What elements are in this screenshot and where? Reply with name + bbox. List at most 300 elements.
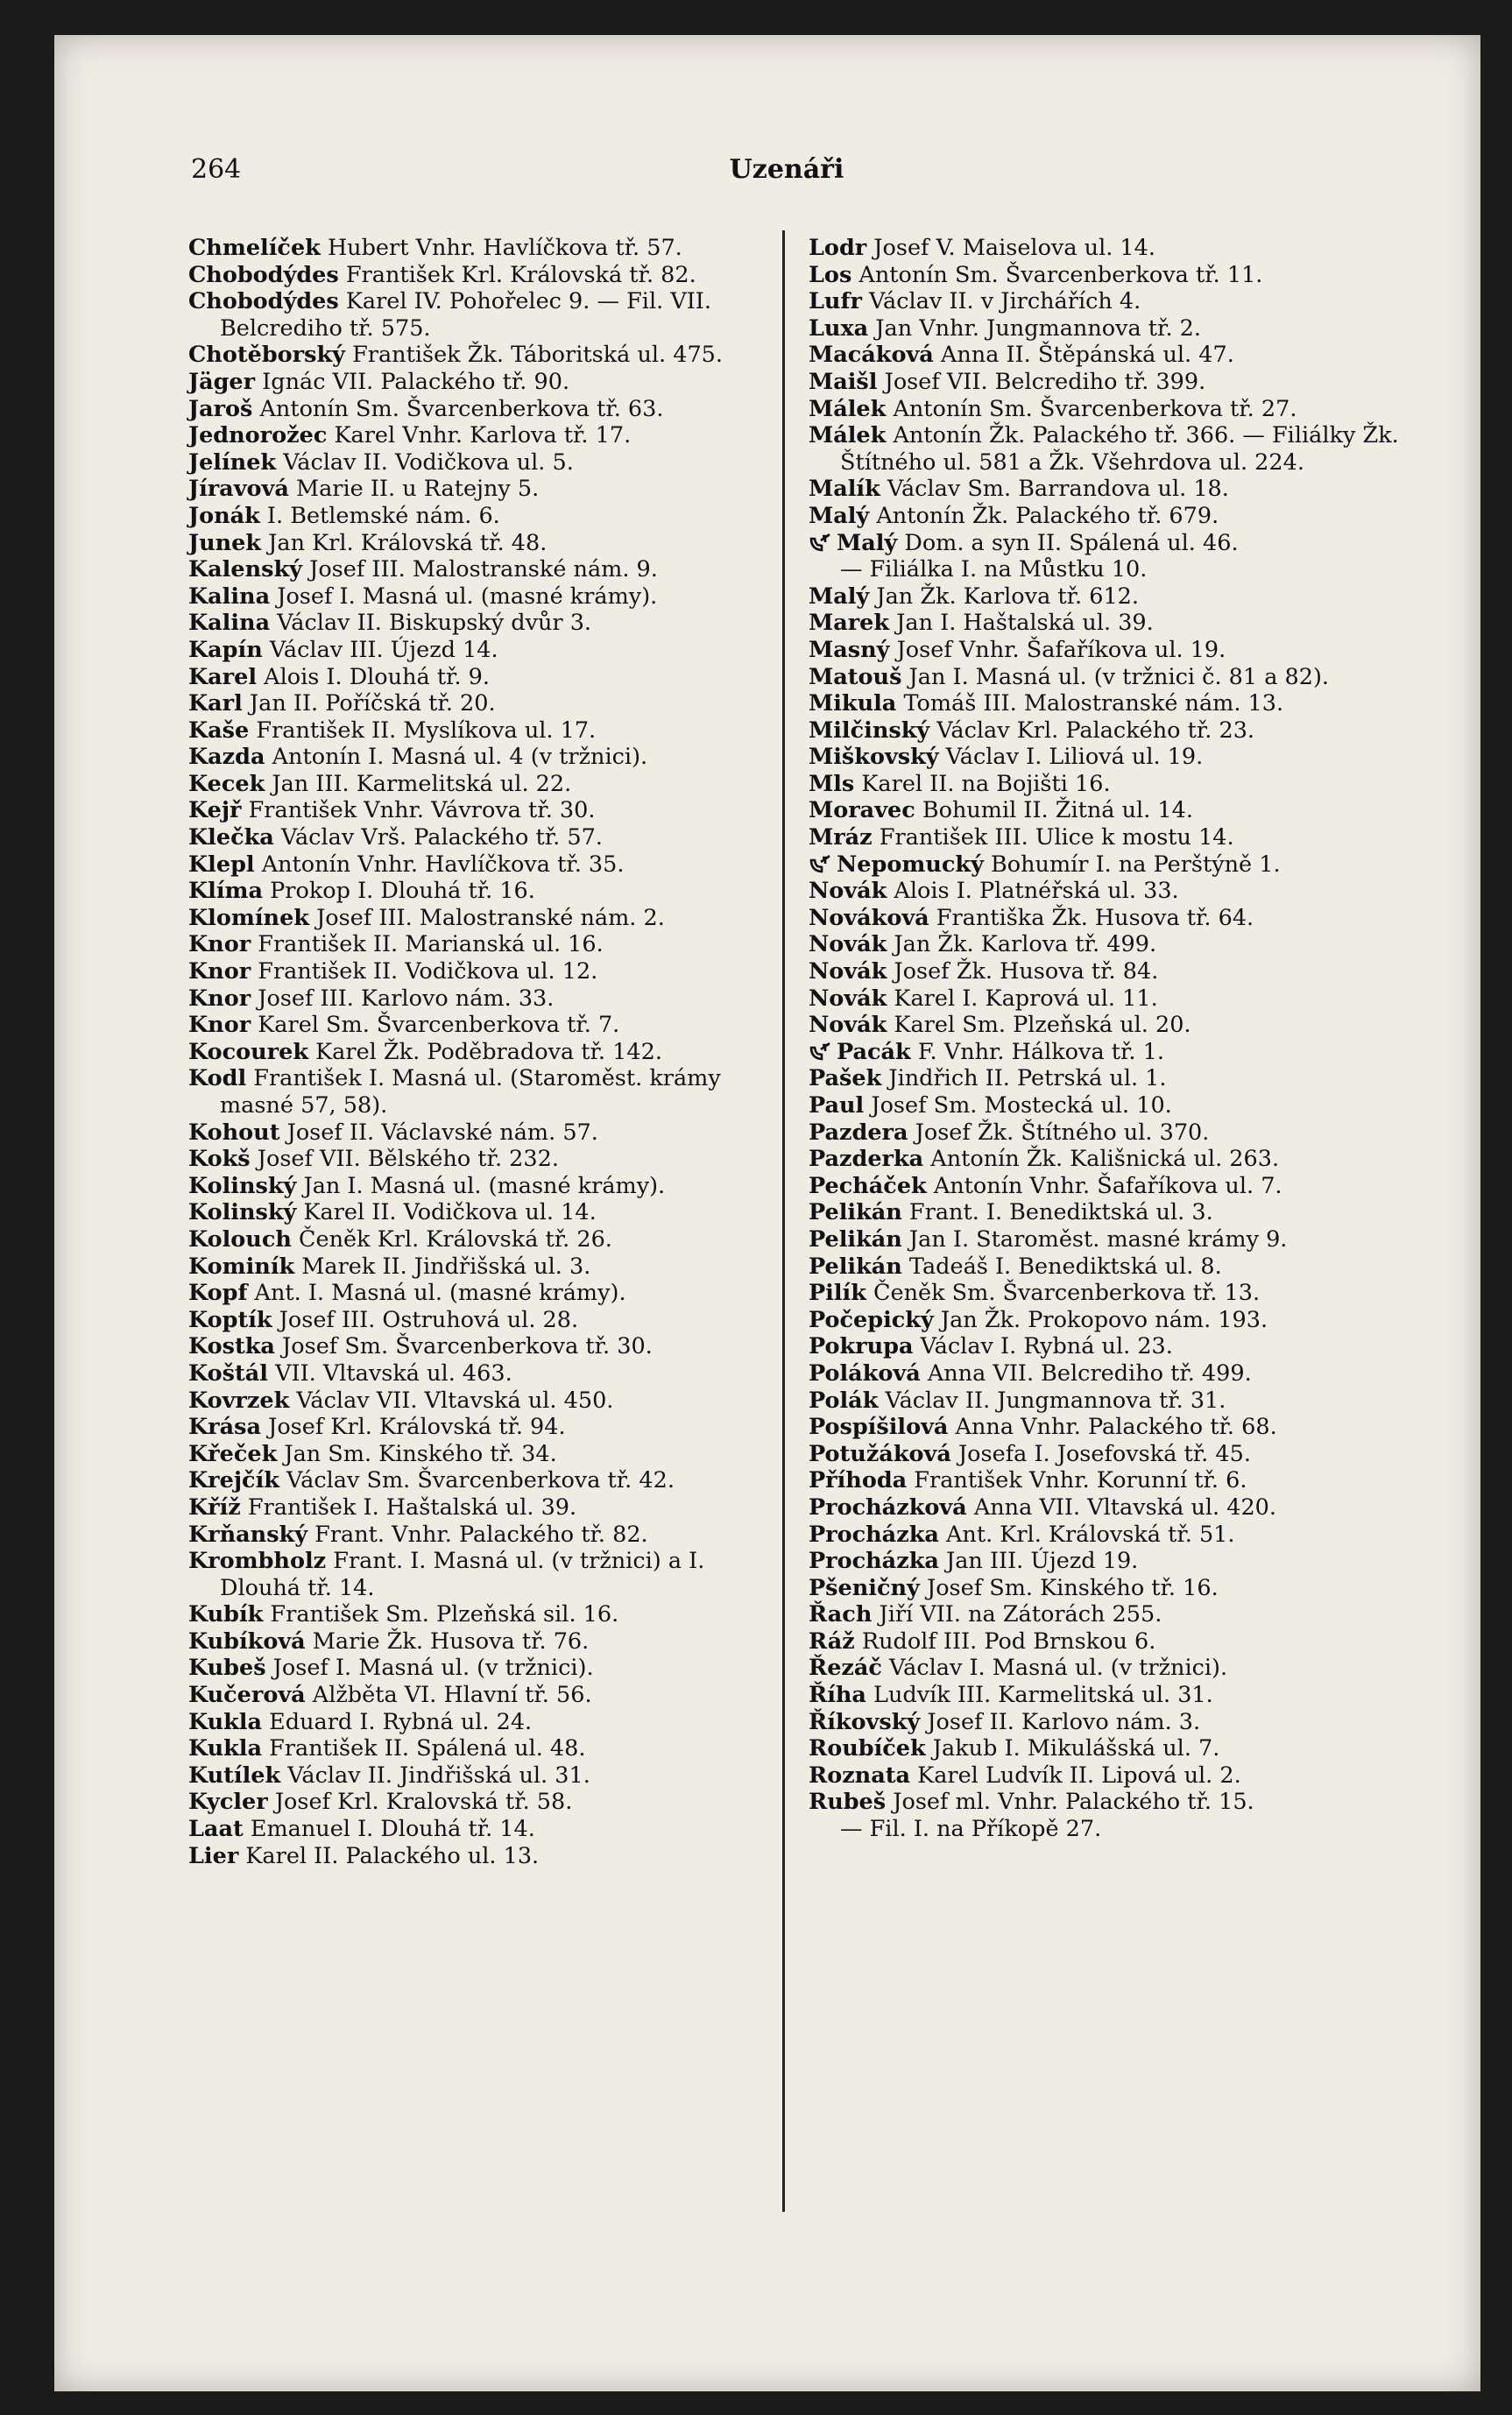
entry-details: Josef ml. Vnhr. Palackého tř. 15. (886, 1789, 1254, 1816)
entry-surname: Knor (188, 931, 251, 958)
entry-surname: Pospíšilová (809, 1414, 949, 1441)
entry-surname: Nováková (809, 904, 929, 931)
directory-entry (809, 1735, 1413, 1762)
directory-entry (188, 1039, 767, 1066)
entry-details: Jiří VII. na Zátorách 255. (872, 1601, 1162, 1628)
entry-details: Anna VII. Vltavská ul. 420. (966, 1493, 1277, 1521)
entry-surname: Kolinský (188, 1172, 297, 1199)
entry-details: Václav Sm. Švarcenberkova tř. 42. (279, 1467, 675, 1494)
entry-details: Františka Žk. Husova tř. 64. (929, 904, 1254, 931)
entry-surname: Kubíková (188, 1628, 306, 1655)
directory-entry (188, 1709, 767, 1736)
left-column (188, 235, 767, 1869)
right-column (809, 235, 1413, 1843)
entry-surname: Macáková (809, 342, 934, 369)
entry-surname: Kalina (188, 583, 271, 610)
entry-details: Josef VII. Belcrediho tř. 399. (877, 368, 1206, 395)
directory-entry (809, 1146, 1413, 1173)
entry-surname: Kutílek (188, 1762, 281, 1789)
entry-details: Josef Žk. Štítného ul. 370. (908, 1119, 1210, 1146)
entry-surname: Marek (809, 610, 890, 637)
entry-surname: Procházka (809, 1548, 939, 1575)
entry-details: František Vnhr. Vávrova tř. 30. (241, 797, 596, 824)
directory-entry (188, 637, 767, 664)
directory-entry (809, 1119, 1413, 1147)
directory-entry (809, 1388, 1413, 1415)
directory-entry (188, 1441, 767, 1468)
entry-details: Jan Krl. Královská tř. 48. (261, 529, 548, 556)
directory-entry (188, 503, 767, 530)
entry-surname: Knor (188, 958, 251, 985)
directory-entry (188, 1360, 767, 1388)
entry-surname: Chmelíček (188, 235, 321, 261)
entry-details: Josef III. Malostranské nám. 9. (301, 556, 658, 583)
entry-details: Václav III. Újezd 14. (262, 636, 498, 663)
directory-entry (809, 1441, 1413, 1468)
directory-entry (188, 235, 767, 262)
entry-surname: Laat (188, 1816, 244, 1843)
entry-details: Marie Žk. Husova tř. 76. (305, 1628, 590, 1655)
entry-details: Jan I. Staroměst. masné krámy 9. (901, 1225, 1288, 1253)
directory-entry (188, 556, 767, 583)
entry-details: Josef Sm. Kinského tř. 16. (919, 1574, 1219, 1601)
entry-details: Václav Vrš. Palackého tř. 57. (273, 824, 603, 851)
directory-entry (809, 717, 1413, 745)
directory-entry (809, 1601, 1413, 1628)
entry-details: Karel Sm. Plzeňská ul. 20. (887, 1012, 1191, 1039)
directory-entry (809, 476, 1413, 503)
entry-details: Václav Sm. Barrandova ul. 18. (880, 476, 1229, 503)
directory-entry (809, 1280, 1413, 1307)
entry-surname: Kukla (188, 1708, 263, 1735)
entry-surname: Říkovský (809, 1708, 921, 1735)
entry-details: Josef Krl. Kralovská tř. 58. (267, 1789, 573, 1816)
entry-surname: Kříž (188, 1493, 241, 1521)
entry-details: Antonín Žk. Palackého tř. 366. — Filiálky Žk. Štítného ul. 581 a Žk. Všehrdova ul. 224. (840, 422, 1399, 476)
entry-details: Antonín Sm. Švarcenberkova tř. 27. (886, 395, 1297, 422)
directory-entry (809, 396, 1413, 423)
entry-details: František II. Myslíkova ul. 17. (249, 717, 597, 744)
entry-details: Josef III. Ostruhová ul. 28. (272, 1306, 579, 1333)
entry-details: Antonín I. Masná ul. 4 (v tržnici). (265, 744, 648, 771)
directory-entry (188, 1655, 767, 1682)
directory-entry (809, 1253, 1413, 1281)
directory-entry (188, 1146, 767, 1173)
entry-surname: Koštál (188, 1359, 268, 1387)
entry-details: Antonín Sm. Švarcenberkova tř. 11. (851, 261, 1263, 288)
directory-entry (809, 931, 1413, 958)
directory-entry (809, 1199, 1413, 1226)
entry-details: Anna Vnhr. Palackého tř. 68. (948, 1414, 1277, 1441)
directory-entry (188, 1199, 767, 1226)
entry-surname: Lier (188, 1842, 239, 1869)
directory-entry (809, 958, 1413, 985)
directory-entry (188, 1762, 767, 1790)
directory-entry (809, 288, 1413, 315)
entry-details: Alois I. Platnéřská ul. 33. (887, 878, 1179, 905)
entry-surname: Krása (188, 1414, 261, 1441)
entry-details: Václav II. Vodičkova ul. 5. (276, 448, 574, 476)
entry-details: František II. Marianská ul. 16. (251, 931, 604, 958)
entry-details: Josef Krl. Královská tř. 94. (261, 1414, 566, 1441)
directory-entry (188, 1682, 767, 1709)
directory-entry (188, 1012, 767, 1039)
directory-entry (809, 1467, 1413, 1494)
entry-surname: Pokrupa (809, 1333, 914, 1360)
directory-entry (809, 1307, 1413, 1334)
entry-details: Jan II. Poříčská tř. 20. (242, 690, 496, 717)
directory-entry (188, 878, 767, 905)
directory-entry (809, 985, 1413, 1013)
directory-entry (809, 1065, 1413, 1092)
directory-entry (188, 744, 767, 771)
entry-surname: Jaroš (188, 395, 253, 422)
entry-details: Václav II. Jungmannova tř. 31. (878, 1387, 1226, 1414)
entry-surname: Luxa (809, 314, 869, 342)
entry-surname: Pelikán (809, 1225, 902, 1253)
directory-entry (809, 824, 1413, 851)
directory-entry (809, 1575, 1413, 1602)
entry-details: Anna II. Štěpánská ul. 47. (933, 342, 1234, 369)
entry-details: František I. Masná ul. (Staroměst. krámy masné 57, 58). (220, 1065, 721, 1119)
directory-entry (188, 851, 767, 879)
entry-surname: Koptík (188, 1306, 272, 1333)
entry-surname: Novák (809, 958, 887, 985)
entry-surname: Kominík (188, 1253, 295, 1280)
entry-details: Eduard I. Rybná ul. 24. (262, 1708, 533, 1735)
entry-details: F. Vnhr. Hálkova tř. 1. (910, 1038, 1164, 1065)
entry-details: Josef Žk. Husova tř. 84. (887, 958, 1159, 985)
entry-surname: Příhoda (809, 1467, 908, 1494)
entry-surname: Maišl (809, 368, 878, 395)
entry-details: Jan Žk. Karlova tř. 499. (887, 931, 1157, 958)
entry-surname: Málek (809, 395, 887, 422)
directory-entry (809, 690, 1413, 717)
entry-details: Karel II. Palackého ul. 13. (238, 1842, 540, 1869)
entry-surname: Novák (809, 931, 887, 958)
directory-entry (188, 262, 767, 289)
directory-entry (809, 583, 1413, 611)
entry-surname: Paul (809, 1092, 865, 1119)
entry-surname: Pšeničný (809, 1574, 920, 1601)
entry-details: Josef III. Karlovo nám. 33. (251, 985, 555, 1012)
entry-surname: Klomínek (188, 904, 309, 931)
entry-details: Frant. Vnhr. Palackého tř. 82. (307, 1521, 648, 1548)
directory-entry (809, 1548, 1413, 1575)
telephone-mark-icon (809, 533, 831, 553)
directory-entry (188, 530, 767, 557)
entry-details: František Vnhr. Korunní tř. 6. (907, 1467, 1247, 1494)
directory-entry (809, 851, 1413, 879)
entry-surname: Miškovský (809, 744, 939, 771)
entry-surname: Matouš (809, 663, 902, 690)
entry-details: Karel Žk. Poděbradova tř. 142. (308, 1038, 662, 1065)
directory-entry (809, 315, 1413, 342)
entry-surname: Pazdera (809, 1119, 908, 1146)
entry-surname: Malý (809, 583, 870, 610)
entry-surname: Řach (809, 1601, 873, 1628)
directory-entry (188, 1119, 767, 1147)
directory-entry (188, 985, 767, 1013)
entry-details: Ant. I. Masná ul. (masné krámy). (247, 1280, 626, 1307)
entry-surname: Kukla (188, 1735, 263, 1762)
entry-surname: Kolinský (188, 1199, 297, 1226)
entry-details: Marek II. Jindřišská ul. 3. (294, 1253, 591, 1280)
directory-entry (809, 1494, 1413, 1522)
entry-details: Josef I. Masná ul. (masné krámy). (270, 583, 658, 610)
directory-entry (188, 771, 767, 798)
entry-details: Ludvík III. Karmelitská ul. 31. (866, 1682, 1213, 1709)
directory-entry (809, 1360, 1413, 1388)
directory-entry (809, 1039, 1413, 1066)
entry-surname: Jelínek (188, 448, 277, 476)
entry-surname: Pelikán (809, 1199, 902, 1226)
directory-entry (188, 1414, 767, 1441)
entry-surname: Knor (188, 985, 251, 1012)
directory-entry (188, 905, 767, 932)
directory-entry (809, 1762, 1413, 1790)
entry-surname: Potužáková (809, 1440, 951, 1467)
entry-details: Karel II. na Bojišti 16. (854, 770, 1111, 797)
entry-details: Frant. I. Benediktská ul. 3. (901, 1199, 1213, 1226)
entry-surname: Lufr (809, 288, 862, 315)
entry-details: Antonín Žk. Kališnická ul. 263. (923, 1146, 1280, 1173)
entry-surname: Lodr (809, 235, 867, 261)
entry-details: Václav II. Jindřišská ul. 31. (280, 1762, 590, 1789)
directory-entry (188, 1388, 767, 1415)
entry-details: Josef III. Malostranské nám. 2. (308, 904, 665, 931)
directory-entry (188, 422, 767, 449)
entry-surname: Kocourek (188, 1038, 309, 1065)
entry-details: Alois I. Dlouhá tř. 9. (257, 663, 490, 690)
directory-entry (188, 1494, 767, 1522)
entry-details: VII. Vltavská ul. 463. (267, 1359, 512, 1387)
entry-details: Bohumír I. na Perštýně 1. (983, 851, 1281, 878)
entry-surname: Kalenský (188, 556, 302, 583)
entry-details: Karel II. Vodičkova ul. 14. (296, 1199, 597, 1226)
entry-surname: Chobodýdes (188, 261, 339, 288)
directory-entry (188, 1467, 767, 1494)
directory-entry (809, 905, 1413, 932)
directory-entry (188, 1065, 767, 1119)
directory-entry (809, 1522, 1413, 1549)
entry-surname: Chotěborský (188, 342, 345, 369)
directory-entry (188, 583, 767, 611)
entry-surname: Pilík (809, 1280, 866, 1307)
entry-details: Frant. I. Masná ul. (v tržnici) a I. Dlouhá tř. 14. (220, 1548, 705, 1601)
entry-surname: Junek (188, 529, 262, 556)
column-divider (782, 230, 785, 2212)
entry-surname: Novák (809, 878, 887, 905)
directory-entry (188, 342, 767, 369)
entry-details: Prokop I. Dlouhá tř. 16. (263, 878, 535, 905)
entry-surname: Krombholz (188, 1548, 327, 1575)
entry-details: Bohumil II. Žitná ul. 14. (915, 797, 1193, 824)
entry-details: Ant. Krl. Královská tř. 51. (938, 1521, 1235, 1548)
telephone-mark-icon (809, 1042, 831, 1062)
entry-surname: Procházka (809, 1521, 939, 1548)
entry-details: Jan I. Haštalská ul. 39. (889, 610, 1154, 637)
entry-details: Čeněk Krl. Královská tř. 26. (291, 1225, 612, 1253)
entry-details: Jakub I. Mikulášská ul. 7. (925, 1735, 1220, 1762)
entry-details: — Filiálka I. na Můstku 10. (840, 556, 1148, 583)
directory-entry (188, 1628, 767, 1656)
entry-surname: Novák (809, 1012, 887, 1039)
directory-entry (809, 1092, 1413, 1119)
directory-entry (188, 1789, 767, 1816)
directory-entry (188, 1307, 767, 1334)
entry-surname: Kolouch (188, 1225, 292, 1253)
page-title: Uzenáři (729, 154, 844, 185)
entry-surname: Kovrzek (188, 1387, 290, 1414)
entry-surname: Los (809, 261, 852, 288)
entry-surname: Jednorožec (188, 422, 328, 449)
entry-details: Josef I. Masná ul. (v tržnici). (265, 1655, 594, 1682)
entry-details: Václav II. v Jirchářích 4. (861, 288, 1141, 315)
entry-details: František Sm. Plzeňská sil. 16. (263, 1601, 619, 1628)
entry-surname: Kopf (188, 1280, 248, 1307)
entry-details: Josef Vnhr. Šafaříkova ul. 19. (889, 636, 1226, 663)
telephone-mark-icon (809, 855, 831, 874)
entry-surname: Kodl (188, 1065, 247, 1092)
entry-surname: Ráž (809, 1628, 855, 1655)
entry-surname: Malík (809, 476, 880, 503)
directory-entry (188, 449, 767, 477)
directory-entry (809, 1682, 1413, 1709)
entry-details: Václav II. Biskupský dvůr 3. (270, 610, 592, 637)
entry-details: Josef Sm. Švarcenberkova tř. 30. (274, 1333, 653, 1360)
directory-entry (809, 1012, 1413, 1039)
entry-details: Marie II. u Ratejny 5. (288, 476, 540, 503)
entry-surname: Mráz (809, 824, 873, 851)
entry-surname: Nepomucký (837, 851, 984, 878)
entry-details: Jan Sm. Kinského tř. 34. (277, 1440, 557, 1467)
entry-details: Václav I. Rybná ul. 23. (913, 1333, 1173, 1360)
entry-surname: Masný (809, 636, 890, 663)
directory-entry (188, 1843, 767, 1870)
entry-details: František II. Vodičkova ul. 12. (251, 958, 598, 985)
entry-surname: Kostka (188, 1333, 275, 1360)
entry-surname: Pacák (837, 1038, 911, 1065)
directory-entry (188, 717, 767, 745)
directory-entry (188, 476, 767, 503)
entry-details: František Krl. Královská tř. 82. (338, 261, 696, 288)
directory-entry (809, 1173, 1413, 1200)
entry-details: Karel Sm. Švarcenberkova tř. 7. (251, 1012, 620, 1039)
entry-details: František III. Ulice k mostu 14. (872, 824, 1234, 851)
entry-details: Antonín Sm. Švarcenberkova tř. 63. (252, 395, 664, 422)
entry-surname: Jíravová (188, 476, 289, 503)
entry-details: Ignác VII. Palackého tř. 90. (255, 368, 570, 395)
entry-surname: Kučerová (188, 1682, 306, 1709)
directory-entry (809, 1709, 1413, 1736)
entry-details: Josef II. Karlovo nám. 3. (920, 1708, 1201, 1735)
directory-entry (809, 342, 1413, 369)
entry-surname: Kapín (188, 636, 263, 663)
entry-surname: Řezáč (809, 1655, 882, 1682)
entry-details: — Fil. I. na Příkopě 27. (840, 1816, 1102, 1843)
entry-surname: Kecek (188, 770, 265, 797)
directory-entry (188, 690, 767, 717)
entry-surname: Karl (188, 690, 243, 717)
entry-surname: Krejčík (188, 1467, 279, 1494)
entry-surname: Rubeš (809, 1789, 887, 1816)
directory-entry (809, 744, 1413, 771)
entry-details: Václav Krl. Palackého tř. 23. (929, 717, 1255, 744)
directory-entry (809, 1414, 1413, 1441)
directory-entry (809, 664, 1413, 691)
entry-details: Dom. a syn II. Spálená ul. 46. (897, 529, 1239, 556)
entry-surname: Málek (809, 422, 887, 449)
entry-surname: Pazderka (809, 1146, 924, 1173)
directory-entry (188, 1735, 767, 1762)
directory-entry (809, 503, 1413, 530)
entry-details: Jan III. Karmelitská ul. 22. (265, 770, 572, 797)
entry-surname: Milčinský (809, 717, 930, 744)
directory-entry (188, 396, 767, 423)
entry-surname: Kaše (188, 717, 250, 744)
entry-details: Čeněk Sm. Švarcenberkova tř. 13. (866, 1280, 1261, 1307)
entry-details: Karel Vnhr. Karlova tř. 17. (327, 422, 632, 449)
entry-surname: Krňanský (188, 1521, 308, 1548)
directory-entry (188, 1280, 767, 1307)
directory-entry (809, 878, 1413, 905)
entry-surname: Poláková (809, 1359, 921, 1387)
directory-entry (809, 1789, 1413, 1816)
entry-details: Jan Žk. Prokopovo nám. 193. (933, 1306, 1268, 1333)
page-number: 264 (191, 154, 242, 185)
directory-entry (188, 931, 767, 958)
entry-surname: Roznata (809, 1762, 911, 1789)
entry-details: Josef V. Maiselova ul. 14. (866, 235, 1155, 261)
entry-surname: Počepický (809, 1306, 934, 1333)
entry-surname: Říha (809, 1682, 866, 1709)
directory-entry (188, 1226, 767, 1253)
entry-details: Václav VII. Vltavská ul. 450. (289, 1387, 614, 1414)
directory-entry (809, 610, 1413, 637)
entry-details: Josef VII. Bělského tř. 232. (250, 1146, 559, 1173)
directory-entry (809, 235, 1413, 262)
directory-entry (809, 1628, 1413, 1656)
entry-details: Alžběta VI. Hlavní tř. 56. (305, 1682, 592, 1709)
entry-surname: Klíma (188, 878, 264, 905)
entry-surname: Kejř (188, 797, 242, 824)
entry-details: I. Betlemské nám. 6. (259, 502, 500, 529)
entry-surname: Moravec (809, 797, 915, 824)
entry-surname: Malý (809, 502, 870, 529)
entry-details: Karel Ludvík II. Lipová ul. 2. (910, 1762, 1241, 1789)
directory-entry (188, 958, 767, 985)
entry-surname: Jonák (188, 502, 260, 529)
directory-entry (809, 771, 1413, 798)
directory-entry (809, 1816, 1413, 1843)
entry-surname: Chobodýdes (188, 288, 339, 315)
entry-details: František Žk. Táboritská ul. 475. (344, 342, 724, 369)
entry-surname: Kubeš (188, 1655, 266, 1682)
entry-surname: Pelikán (809, 1253, 902, 1280)
directory-entry (188, 1548, 767, 1601)
entry-details: Hubert Vnhr. Havlíčkova tř. 57. (320, 235, 682, 261)
directory-entry (809, 797, 1413, 824)
entry-surname: Karel (188, 663, 258, 690)
entry-details: Antonín Vnhr. Šafaříkova ul. 7. (926, 1172, 1282, 1199)
entry-surname: Klečka (188, 824, 274, 851)
directory-entry (188, 824, 767, 851)
entry-details: Antonín Vnhr. Havlíčkova tř. 35. (254, 851, 625, 878)
directory-entry (809, 422, 1413, 476)
entry-details: Josef Sm. Mostecká ul. 10. (864, 1092, 1172, 1119)
entry-details: Karel I. Kaprová ul. 11. (887, 985, 1158, 1012)
